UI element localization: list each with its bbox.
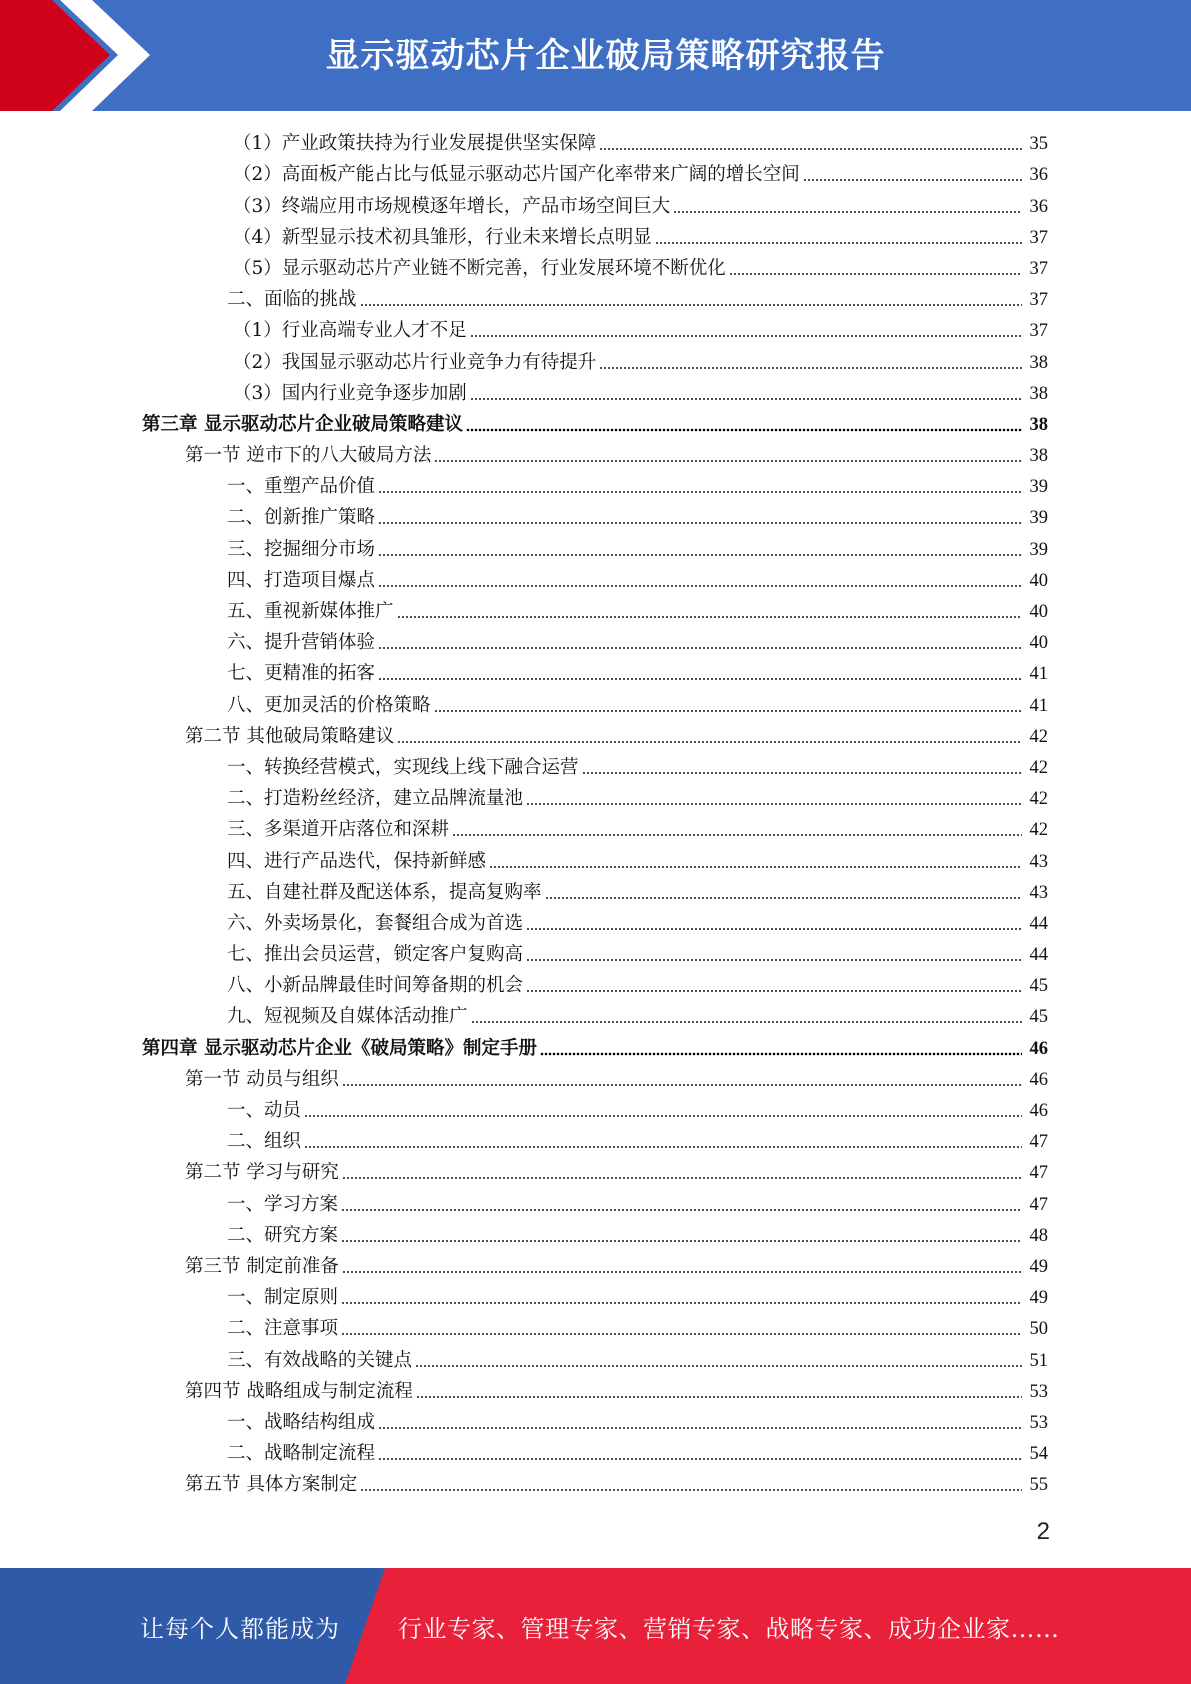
toc-entry[interactable]: [0, 658, 1191, 689]
toc-entry-title: 第一节 动员与组织: [185, 1068, 339, 1090]
toc-entry[interactable]: [0, 565, 1191, 596]
toc-entry-title: 二、注意事项: [227, 1318, 339, 1340]
toc-entry-page: 44: [1029, 945, 1048, 966]
toc-entry-title: 二、打造粉丝经济，建立品牌流量池: [227, 788, 524, 810]
toc-entry[interactable]: [0, 378, 1191, 409]
toc-entry[interactable]: [0, 502, 1191, 533]
toc-entry-page: 45: [1029, 1007, 1048, 1028]
toc-entry-page: 39: [1029, 508, 1048, 529]
toc-entry-title: 六、提升营销体验: [227, 632, 376, 654]
dot-leader: [729, 272, 1022, 276]
page-number: 2: [1036, 1518, 1050, 1545]
toc-entry-page: 40: [1029, 633, 1048, 654]
toc-entry-title: （4）新型显示技术初具雏形，行业未来增长点明显: [233, 226, 652, 248]
toc-entry-page: 37: [1029, 321, 1048, 342]
toc-entry-page: 38: [1029, 446, 1048, 467]
dot-leader: [342, 1270, 1022, 1274]
dot-leader: [655, 241, 1022, 245]
dot-leader: [378, 1426, 1022, 1430]
toc-entry-title: 九、短视频及自媒体活动推广: [227, 1006, 468, 1028]
toc-entry-title: 七、更精准的拓客: [227, 663, 376, 685]
toc-entry-page: 46: [1029, 1069, 1048, 1090]
table-of-contents: [0, 128, 1191, 1500]
toc-entry[interactable]: [0, 440, 1191, 471]
toc-entry[interactable]: [0, 533, 1191, 564]
toc-entry-title: 第三节 制定前准备: [185, 1255, 339, 1277]
dot-leader: [378, 584, 1022, 588]
toc-entry-page: 46: [1029, 1101, 1048, 1121]
dot-leader: [470, 397, 1022, 401]
toc-entry-page: 48: [1029, 1225, 1048, 1246]
toc-entry[interactable]: [0, 596, 1191, 627]
toc-entry-title: 第三章 显示驱动芯片企业破局策略建议: [142, 413, 463, 435]
toc-entry-title: 第四节 战略组成与制定流程: [185, 1380, 413, 1402]
toc-entry[interactable]: [0, 908, 1191, 939]
toc-entry[interactable]: [0, 845, 1191, 876]
toc-entry[interactable]: [0, 939, 1191, 970]
toc-entry-page: 47: [1029, 1194, 1048, 1215]
dot-leader: [378, 1457, 1022, 1461]
dot-leader: [416, 1395, 1022, 1399]
dot-leader: [304, 1114, 1022, 1118]
toc-entry[interactable]: [0, 1001, 1191, 1032]
dot-leader: [341, 1208, 1022, 1212]
toc-entry-page: 38: [1029, 383, 1048, 404]
toc-entry[interactable]: [0, 1095, 1191, 1126]
toc-entry[interactable]: [0, 284, 1191, 315]
toc-entry-page: 45: [1029, 976, 1048, 997]
toc-entry-title: （3）国内行业竞争逐步加剧: [233, 382, 467, 404]
dot-leader: [342, 1176, 1022, 1180]
dot-leader: [378, 677, 1022, 681]
toc-entry-title: 三、挖掘细分市场: [227, 538, 376, 560]
toc-entry-title: （2）我国显示驱动芯片行业竞争力有待提升: [233, 351, 597, 373]
dot-leader: [360, 1488, 1022, 1492]
toc-entry[interactable]: [0, 1407, 1191, 1438]
toc-entry[interactable]: [0, 409, 1191, 440]
toc-entry[interactable]: [0, 128, 1191, 159]
toc-entry-page: 50: [1029, 1319, 1048, 1340]
toc-entry-page: 43: [1029, 882, 1048, 903]
toc-entry-page: 38: [1029, 352, 1048, 373]
toc-entry[interactable]: [0, 783, 1191, 814]
toc-entry-page: 40: [1029, 570, 1048, 591]
toc-entry-page: 55: [1029, 1475, 1048, 1496]
toc-entry-title: （2）高面板产能占比与低显示驱动芯片国产化率带来广阔的增长空间: [233, 164, 800, 186]
dot-leader: [378, 490, 1022, 494]
toc-entry[interactable]: [0, 1344, 1191, 1375]
toc-entry-title: 五、重视新媒体推广: [227, 601, 394, 622]
toc-entry[interactable]: [0, 752, 1191, 783]
footer-banner: [0, 1568, 1191, 1684]
toc-entry[interactable]: [0, 222, 1191, 253]
toc-entry-page: 49: [1029, 1288, 1048, 1309]
toc-entry-page: 36: [1029, 165, 1048, 186]
toc-entry-page: 38: [1029, 414, 1048, 435]
toc-entry[interactable]: [0, 1282, 1191, 1313]
dot-leader: [342, 1083, 1022, 1087]
toc-entry[interactable]: [0, 1313, 1191, 1344]
toc-entry-title: （1）行业高端专业人才不足: [233, 320, 467, 342]
toc-entry-page: 39: [1029, 477, 1048, 498]
toc-entry-title: 第二节 其他破局策略建议: [185, 725, 395, 747]
dot-leader: [545, 896, 1022, 900]
toc-entry-title: 八、小新品牌最佳时间筹备期的机会: [227, 975, 524, 997]
dot-leader: [470, 334, 1022, 338]
footer-slogan-right: 行业专家、管理专家、营销专家、战略专家、成功企业家……: [398, 1614, 1060, 1643]
toc-entry[interactable]: [0, 315, 1191, 346]
dot-leader: [526, 802, 1022, 806]
toc-entry-title: 第一节 逆市下的八大破局方法: [185, 445, 432, 467]
toc-entry-title: 二、创新推广策略: [227, 507, 376, 529]
toc-entry-page: 47: [1029, 1163, 1048, 1184]
toc-entry-page: 51: [1029, 1350, 1048, 1371]
toc-entry-page: 47: [1029, 1132, 1048, 1153]
toc-entry-title: 二、战略制定流程: [227, 1443, 376, 1465]
dot-leader: [360, 303, 1022, 307]
toc-entry-title: 一、转换经营模式，实现线上线下融合运营: [227, 756, 579, 778]
toc-entry-title: 一、制定原则: [227, 1287, 339, 1309]
dot-leader: [526, 958, 1022, 962]
toc-entry-title: 第五节 具体方案制定: [185, 1474, 358, 1496]
toc-entry[interactable]: [0, 721, 1191, 752]
dot-leader: [673, 210, 1022, 214]
toc-entry-title: 四、进行产品迭代，保持新鲜感: [227, 850, 487, 872]
toc-entry-page: 37: [1029, 290, 1048, 311]
toc-entry-title: 四、打造项目爆点: [227, 569, 376, 591]
toc-entry-title: 二、组织: [227, 1131, 302, 1153]
toc-entry[interactable]: [0, 814, 1191, 845]
toc-entry[interactable]: [0, 1126, 1191, 1157]
toc-entry-page: 49: [1029, 1256, 1048, 1277]
toc-entry[interactable]: [0, 1188, 1191, 1219]
toc-entry[interactable]: [0, 159, 1191, 190]
toc-entry-page: 53: [1029, 1412, 1048, 1433]
toc-entry-page: 36: [1029, 196, 1048, 217]
dot-leader: [397, 740, 1022, 744]
toc-entry-title: 六、外卖场景化，套餐组合成为首选: [227, 912, 524, 934]
dot-leader: [378, 646, 1022, 650]
dot-leader: [526, 927, 1022, 931]
dot-leader: [540, 1052, 1022, 1056]
toc-entry-page: 37: [1029, 227, 1048, 248]
toc-entry-title: （3）终端应用市场规模逐年增长，产品市场空间巨大: [233, 195, 671, 217]
toc-entry[interactable]: [0, 627, 1191, 658]
toc-entry-title: 五、自建社群及配送体系，提高复购率: [227, 881, 542, 903]
toc-entry[interactable]: [0, 471, 1191, 502]
toc-entry[interactable]: [0, 1064, 1191, 1095]
dot-leader: [526, 989, 1022, 993]
dot-leader: [341, 1301, 1022, 1305]
dot-leader: [489, 865, 1022, 869]
toc-entry[interactable]: [0, 689, 1191, 720]
toc-entry-title: 三、多渠道开店落位和深耕: [227, 819, 450, 841]
dot-leader: [341, 1332, 1022, 1336]
toc-entry-title: （5）显示驱动芯片产业链不断完善，行业发展环境不断优化: [233, 257, 726, 279]
toc-entry[interactable]: [0, 1220, 1191, 1251]
toc-entry-page: 54: [1029, 1444, 1048, 1465]
toc-entry[interactable]: [0, 1438, 1191, 1469]
toc-entry[interactable]: [0, 877, 1191, 908]
toc-entry-title: 七、推出会员运营，锁定客户复购高: [227, 944, 524, 966]
dot-leader: [599, 366, 1022, 370]
dot-leader: [803, 178, 1022, 182]
toc-entry[interactable]: [0, 190, 1191, 221]
toc-entry[interactable]: [0, 1469, 1191, 1500]
dot-leader: [434, 709, 1022, 713]
toc-entry[interactable]: [0, 1032, 1191, 1063]
toc-entry-page: 41: [1029, 695, 1048, 716]
toc-entry[interactable]: [0, 1157, 1191, 1188]
toc-entry-page: 35: [1029, 134, 1048, 155]
toc-entry-page: 44: [1029, 913, 1048, 934]
toc-entry-title: 一、学习方案: [227, 1193, 339, 1215]
toc-entry-title: 二、面临的挑战: [227, 289, 357, 311]
toc-entry-page: 37: [1029, 258, 1048, 279]
toc-entry-title: 一、重塑产品价值: [227, 476, 376, 498]
toc-entry-title: 三、有效战略的关键点: [227, 1349, 413, 1371]
toc-entry[interactable]: [0, 253, 1191, 284]
dot-leader: [582, 771, 1022, 775]
dot-leader: [466, 428, 1022, 432]
dot-leader: [341, 1239, 1022, 1243]
toc-entry-page: 46: [1029, 1038, 1048, 1059]
toc-entry-title: 第二节 学习与研究: [185, 1162, 339, 1184]
toc-entry-page: 42: [1029, 757, 1048, 778]
toc-entry[interactable]: [0, 1376, 1191, 1407]
dot-leader: [452, 833, 1022, 837]
dot-leader: [471, 1020, 1022, 1024]
dot-leader: [378, 553, 1022, 557]
toc-entry[interactable]: [0, 346, 1191, 377]
toc-entry[interactable]: [0, 1251, 1191, 1282]
toc-entry-title: 一、动员: [227, 1100, 302, 1121]
report-title: 显示驱动芯片企业破局策略研究报告: [325, 36, 886, 76]
toc-entry[interactable]: [0, 970, 1191, 1001]
header-bar: [0, 0, 1191, 111]
toc-entry-title: 第四章 显示驱动芯片企业《破局策略》制定手册: [142, 1037, 537, 1059]
toc-entry-page: 41: [1029, 664, 1048, 685]
toc-entry-page: 42: [1029, 820, 1048, 841]
dot-leader: [599, 147, 1022, 151]
dot-leader: [304, 1145, 1022, 1149]
toc-entry-title: 二、研究方案: [227, 1224, 339, 1246]
toc-entry-title: 八、更加灵活的价格策略: [227, 694, 431, 716]
toc-entry-page: 42: [1029, 789, 1048, 810]
toc-entry-title: 一、战略结构组成: [227, 1411, 376, 1433]
dot-leader: [415, 1364, 1022, 1368]
footer-slogan-left: 让每个人都能成为: [140, 1614, 340, 1643]
toc-entry-title: （1）产业政策扶持为行业发展提供坚实保障: [233, 133, 597, 155]
dot-leader: [397, 615, 1022, 619]
toc-entry-page: 43: [1029, 851, 1048, 872]
toc-entry-page: 42: [1029, 726, 1048, 747]
dot-leader: [434, 459, 1022, 463]
toc-entry-page: 39: [1029, 539, 1048, 560]
toc-entry-page: 40: [1029, 602, 1048, 622]
toc-entry-page: 53: [1029, 1381, 1048, 1402]
dot-leader: [378, 521, 1022, 525]
